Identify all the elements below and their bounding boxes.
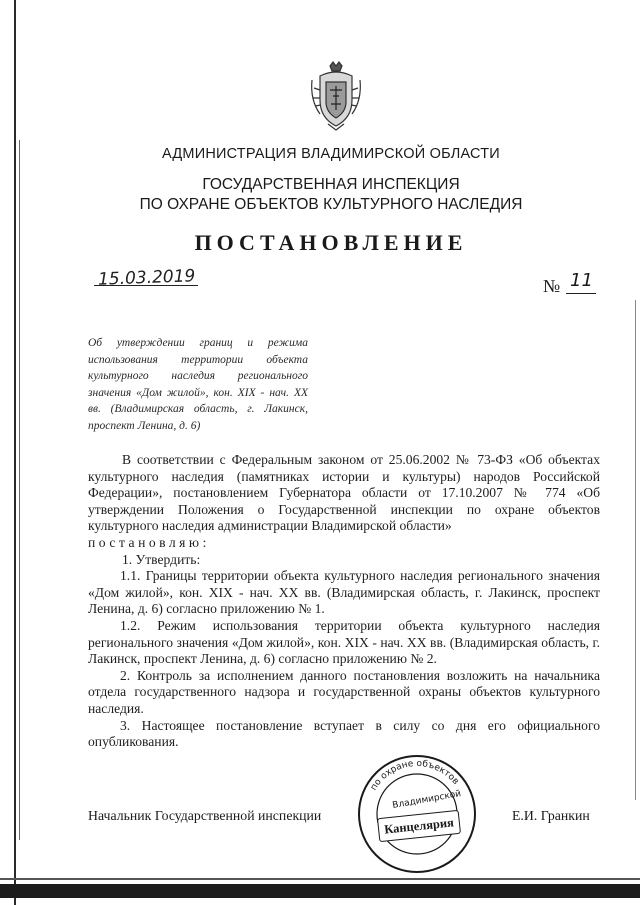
- scan-edge-bottom: [0, 884, 640, 898]
- document-subject: Об утверждении границ и режима использования территории объекта культурного наследия регионального значения «Дом жилой», кон. XIX - нач. XX вв. (Владимирская область, г. Лакинск, проспект Ленина, д. 6): [88, 337, 308, 432]
- number-label: №: [543, 276, 561, 296]
- scan-edge-bottom-line: [0, 878, 640, 880]
- document-type-title: ПОСТАНОВЛЕНИЕ: [194, 230, 468, 255]
- seal-ring-text: по охране объектов: [368, 758, 461, 793]
- coat-of-arms-icon: [300, 60, 372, 132]
- administration-name: АДМИНИСТРАЦИЯ ВЛАДИМИРСКОЙ ОБЛАСТИ: [162, 146, 500, 162]
- document-body: [88, 452, 600, 751]
- seal-inner-text: Владимирской: [391, 789, 462, 811]
- item-1: 1. Утвердить:: [122, 551, 201, 567]
- document-date: 15.03.2019: [97, 266, 196, 290]
- inspection-name-line2: ПО ОХРАНЕ ОБЪЕКТОВ КУЛЬТУРНОГО НАСЛЕДИЯ: [139, 196, 523, 213]
- item-2: 2. Контроль за исполнением данного постановления возложить на начальника отдела государственного надзора и государственной охраны объектов культурного наследия.: [88, 667, 600, 716]
- item-3: 3. Настоящее постановление вступает в силу со дня его официального опубликования.: [88, 717, 600, 750]
- preamble-paragraph: В соответствии с Федеральным законом от 25.06.2002 № 73-ФЗ «Об объектах культурного наследия (памятниках истории и культуры) народов Российской Федерации», постановлением Губернатора области от 17.10.2007 № 774 «Об утверждении Положения о Государственной инспекции по охране объектов культурного наследия администрации Владимирской области»: [88, 452, 600, 534]
- scan-edge-left: [14, 0, 16, 905]
- item-1-1: 1.1. Границы территории объекта культурного наследия регионального значения «Дом жилой», кон. XIX - нач. XX вв. (Владимирская область, г. Лакинск, проспект Ленина, д. 6) согласно приложению № 1.: [88, 568, 600, 617]
- document-number: 11: [570, 270, 593, 291]
- resolve-word: постановляю:: [88, 534, 210, 550]
- date-underline: [94, 285, 198, 286]
- signatory-title: Начальник Государственной инспекции: [88, 808, 322, 823]
- scan-edge-right: [635, 300, 636, 800]
- inspection-name-line1: ГОСУДАРСТВЕННАЯ ИНСПЕКЦИЯ: [202, 176, 460, 193]
- item-1-2: 1.2. Режим использования территории объекта культурного наследия регионального значения «Дом жилой», кон. XIX - нач. XX вв. (Владимирская область, г. Лакинск, проспект Ленина, д. 6) согласно приложению № 2.: [88, 617, 600, 667]
- seal-center-label: Канцелярия: [377, 810, 461, 842]
- signatory-name: Е.И. Гранкин: [512, 808, 590, 823]
- number-underline: [566, 293, 596, 294]
